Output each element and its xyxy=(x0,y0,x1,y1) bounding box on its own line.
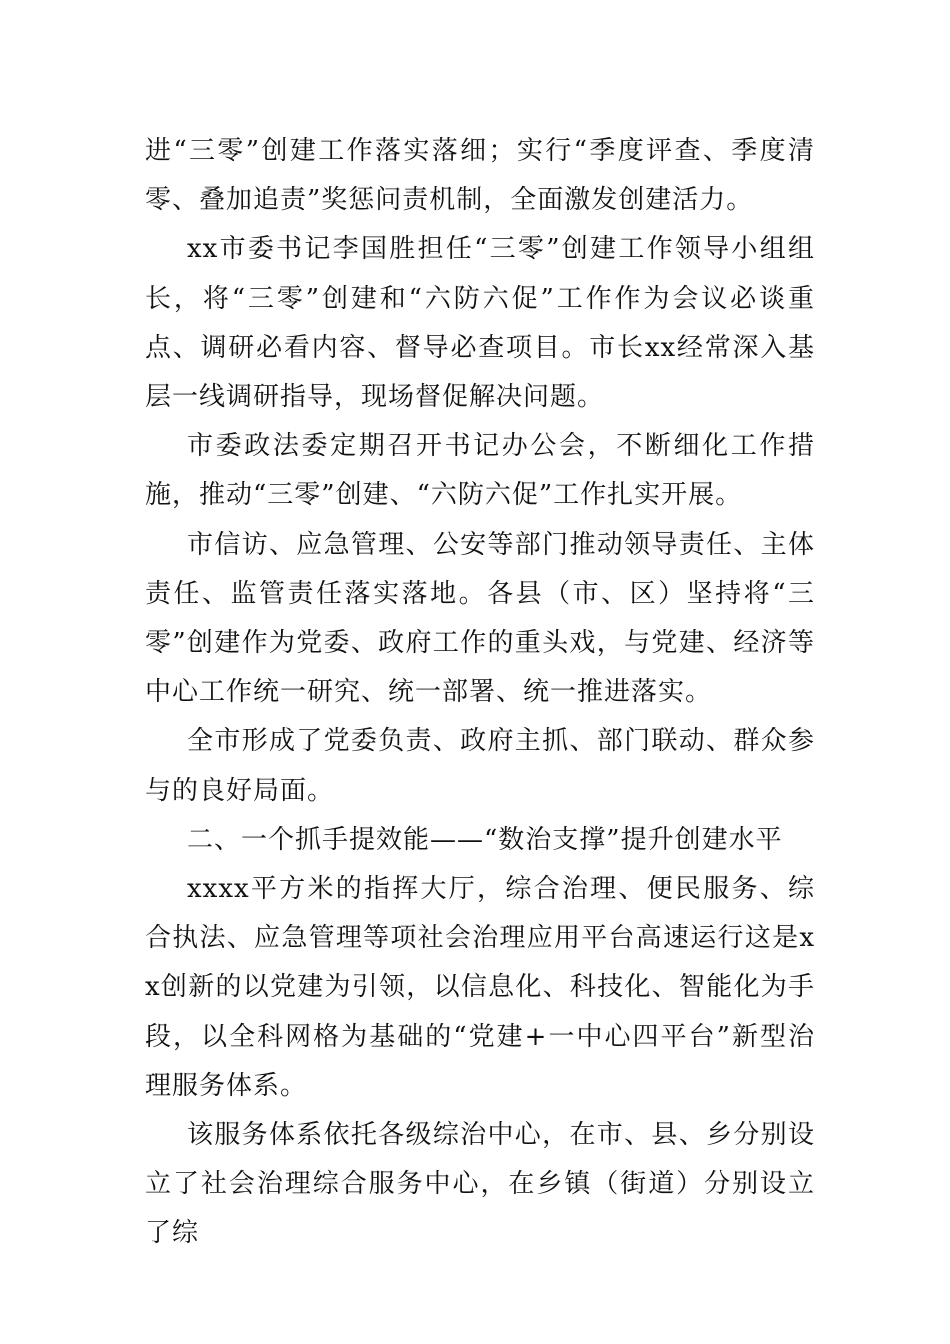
paragraph-6: xxxx平方米的指挥大厅，综合治理、便民服务、综合执法、应急管理等项社会治理应用平台高速运行这是xx创新的以党建为引领，以信息化、科技化、智能化为手段，以全科网格为基础的“党建+一中心四平台”新型治理服务体系。 xyxy=(145,874,815,1101)
section-heading: 二、一个抓手提效能——“数治支撑”提升创建水平 xyxy=(187,824,783,855)
paragraph-4: 市信访、应急管理、公安等部门推动领导责任、主体责任、监管责任落实落地。各县（市、区）坚持将“三零”创建作为党委、政府工作的重头戏，与党建、经济等中心工作统一研究、统一部署、统一推进落实。 xyxy=(145,529,815,708)
document-body xyxy=(145,127,815,1259)
paragraph-1: 进“三零”创建工作落实落细；实行“季度评查、季度清零、叠加追责”奖惩问责机制，全面激发创建活力。 xyxy=(145,136,815,216)
paragraph-5: 全市形成了党委负责、政府主抓、部门联动、群众参与的良好局面。 xyxy=(145,726,815,806)
paragraph-3: 市委政法委定期召开书记办公会，不断细化工作措施，推动“三零”创建、“六防六促”工作扎实开展。 xyxy=(145,431,815,511)
paragraph-7: 该服务体系依托各级综治中心，在市、县、乡分别设立了社会治理综合服务中心，在乡镇（街道）分别设立了综 xyxy=(145,1120,815,1249)
paragraph-2: xx市委书记李国胜担任“三零”创建工作领导小组组长，将“三零”创建和“六防六促”工作作为会议必谈重点、调研必看内容、督导必查项目。市长xx经常深入基层一线调研指导，现场督促解决问题。 xyxy=(145,234,815,413)
